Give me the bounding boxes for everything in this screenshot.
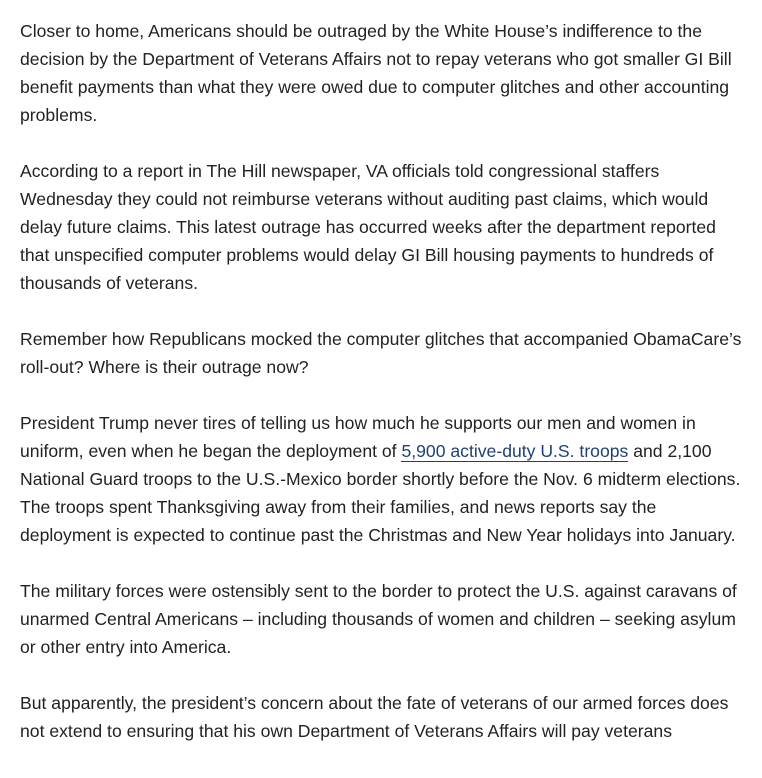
article-body — [20, 17, 750, 773]
troops-link[interactable]: 5,900 active-duty U.S. troops — [401, 441, 629, 461]
paragraph-the-hill-report: According to a report in The Hill newspaper, VA officials told congressional staffers Wednesday they could not reimburse veterans without auditing past claims, which would delay future claims. This latest outrage has occurred weeks after the department reported that unspecified computer problems would delay GI Bill housing payments to hundreds of thousands of veterans. — [20, 161, 716, 293]
paragraph-president-concern: But apparently, the president’s concern about the fate of veterans of our armed forces does not extend to ensuring that his own Department of Veterans Affairs will pay veterans — [20, 693, 729, 741]
paragraph-trump-troops — [20, 409, 750, 549]
paragraph-border-forces: The military forces were ostensibly sent to the border to protect the U.S. against caravans of unarmed Central Americans – including thousands of women and children – seeking asylum or other entry into America. — [20, 581, 737, 657]
paragraph-gi-bill: Closer to home, Americans should be outraged by the White House’s indifference to the decision by the Department of Veterans Affairs not to repay veterans who got smaller GI Bill benefit payments than what they were owed due to computer glitches and other accounting problems. — [20, 21, 732, 125]
paragraph-text: President Trump never tires of telling us how much he supports our men and women in uniform, even when he began the deployment of — [20, 413, 696, 461]
paragraph-obamacare: Remember how Republicans mocked the computer glitches that accompanied ObamaCare’s roll-out? Where is their outrage now? — [20, 329, 742, 377]
paragraph-text: and 2,100 National Guard troops to the U.S.-Mexico border shortly before the Nov. 6 midterm elections. The troops spent Thanksgiving away from their families, and news reports say the deployment is expected to continue past the Christmas and New Year holidays into January. — [20, 441, 741, 545]
